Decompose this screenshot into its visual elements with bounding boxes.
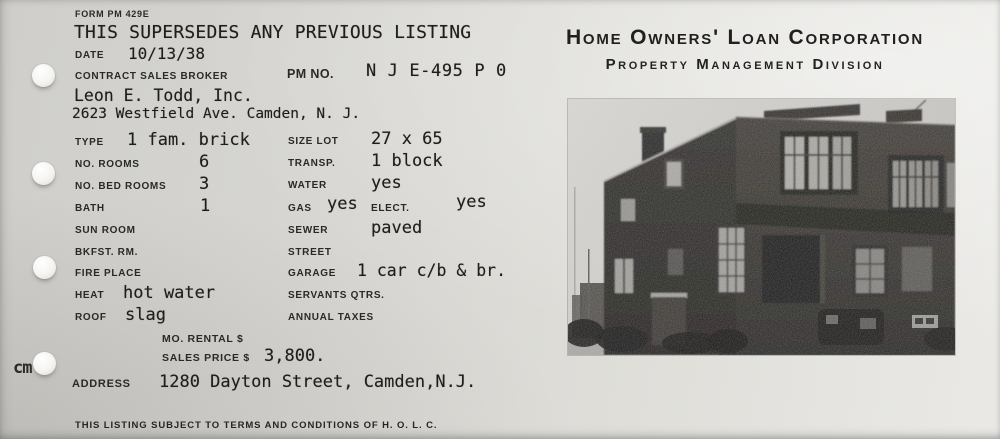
field-value-water: yes [371,173,402,193]
field-label-elect: ELECT. [371,203,410,214]
property-photo [568,99,955,355]
field-label-bath: BATH [75,203,105,214]
terms-footer: THIS LISTING SUBJECT TO TERMS AND CONDITIONS OF H. O. L. C. [75,420,438,431]
sales-price-value: 3,800. [264,346,326,366]
broker-address: 2623 Westfield Ave. Camden, N. J. [72,106,361,122]
field-label-sewer: SEWER [288,225,329,236]
supersedes-line: THIS SUPERSEDES ANY PREVIOUS LISTING [74,22,472,43]
field-label-annual-taxes: ANNUAL TAXES [288,312,374,323]
field-value-size-lot: 27 x 65 [371,129,443,149]
field-label-gas: GAS [288,203,312,214]
field-label-size-lot: SIZE LOT [288,136,339,147]
field-label-servants-qtrs: SERVANTS QTRS. [288,290,385,301]
field-value-elect: yes [456,192,487,212]
field-value-rooms: 6 [199,152,210,172]
field-label-transp: TRANSP. [288,158,336,169]
form-number: FORM PM 429E [75,9,150,19]
field-value-transp: 1 block [371,151,443,171]
date-label: DATE [75,50,105,61]
field-label-street: STREET [288,247,332,258]
field-label-heat: HEAT [75,290,105,301]
sales-price-label: SALES PRICE $ [162,352,250,364]
field-value-bedrooms: 3 [199,174,210,194]
punch-hole-3 [33,256,56,279]
address-label: ADDRESS [72,378,131,390]
org-title: Home Owners' Loan Corporation [565,26,925,49]
field-value-bath: 1 [200,196,211,216]
mo-rental-label: MO. RENTAL $ [162,333,244,345]
broker-label: CONTRACT SALES BROKER [75,71,229,82]
field-value-heat: hot water [123,283,216,303]
field-label-fireplace: FIRE PLACE [75,268,142,279]
field-label-roof: ROOF [75,312,107,323]
cm-stamp: cm [13,358,32,378]
punch-hole-1 [32,64,55,87]
field-value-garage: 1 car c/b & br. [357,261,507,280]
field-label-type: TYPE [75,137,104,148]
division-subtitle: Property Management Division [605,56,885,73]
pm-no-label: PM NO. [287,67,334,81]
field-label-rooms: NO. ROOMS [75,159,140,170]
field-value-gas: yes [327,194,358,214]
field-label-garage: GARAGE [288,268,337,279]
punch-hole-2 [32,162,55,185]
field-label-sunroom: SUN ROOM [75,225,136,236]
punch-hole-4 [33,352,56,375]
field-value-sewer: paved [371,218,423,238]
broker-name: Leon E. Todd, Inc. [74,86,253,105]
field-value-roof: slag [125,305,166,325]
field-label-bedrooms: NO. BED ROOMS [75,181,167,192]
field-label-water: WATER [288,180,327,191]
date-value: 10/13/38 [128,44,206,63]
pm-no-value: N J E-495 P 0 [366,61,507,81]
address-value: 1280 Dayton Street, Camden,N.J. [159,372,477,392]
field-value-type: 1 fam. brick [127,130,250,150]
field-label-bkfst-rm: BKFST. RM. [75,247,139,258]
